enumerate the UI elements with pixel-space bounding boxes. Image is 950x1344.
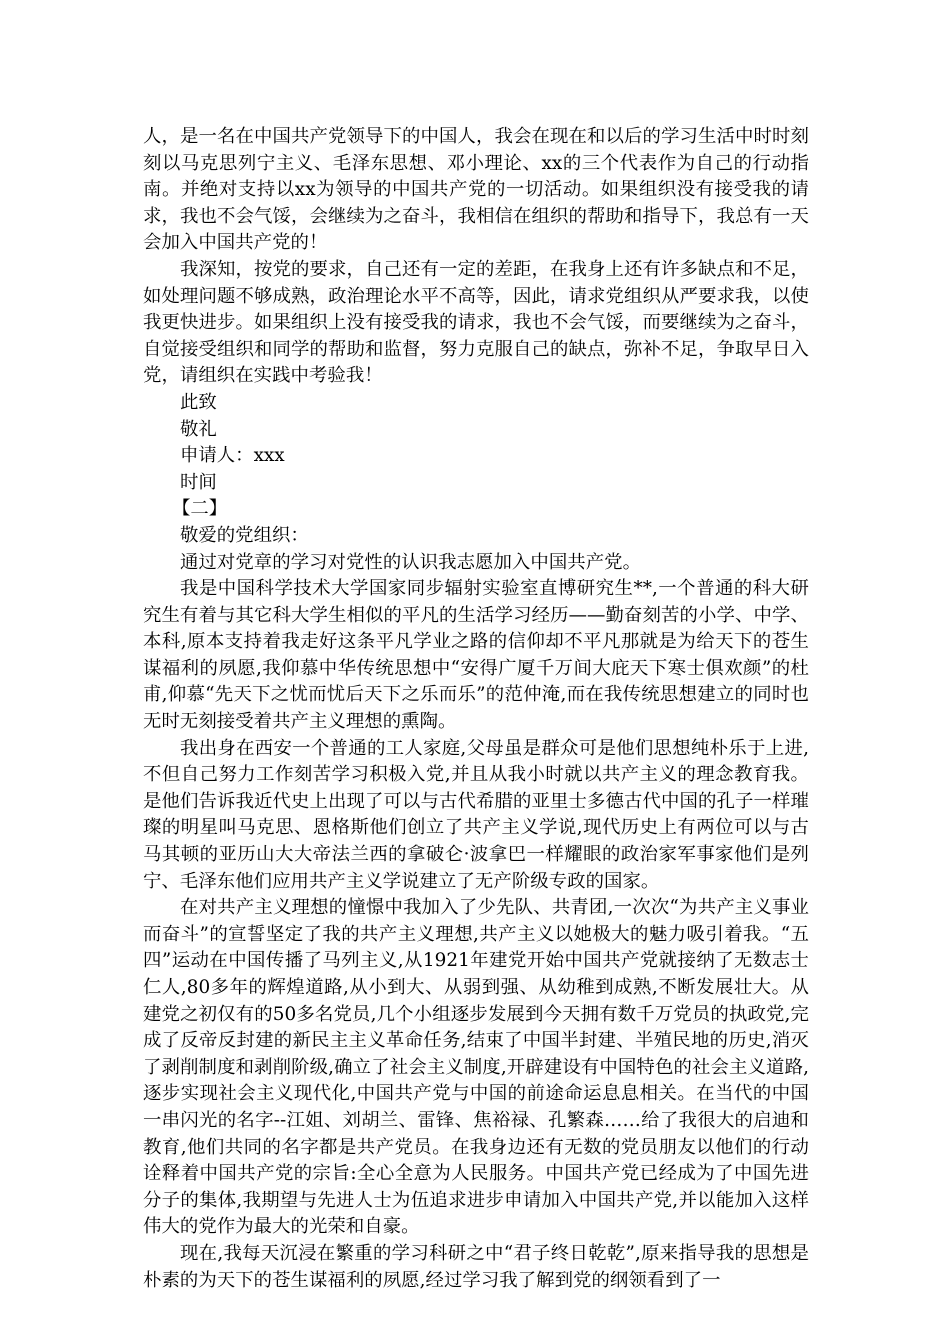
closing-salutation: 此致 bbox=[180, 391, 217, 413]
applicant-signature: 申请人：xxx bbox=[180, 445, 285, 467]
paragraph-self-reflection: 我深知，按党的要求，自己还有一定的差距，在我身上还有许多缺点和不足，如处理问题不够成熟，政治理论水平不高等，因此，请求党组织从严要求我，以使我更快进步。如果组织上没有接受我的请求，我也不会气馁，而要继续为之奋斗，自觉接受组织和同学的帮助和监督，努力克服自己的缺点，弥补不足，争取早日入党，请组织在实践中考验我！ bbox=[143, 258, 809, 387]
document-page bbox=[143, 124, 809, 1294]
paragraph-background: 我是中国科学技术大学国家同步辐射实验室直博研究生**,一个普通的科大研究生有着与其它科大学生相似的平凡的生活学习经历——勤奋刻苦的小学、中学、本科,原本支持着我走好这条平凡学业之路的信仰却不平凡那就是为给天下的苍生谋福利的夙愿,我仰慕中华传统思想中“安得广厦千万间大庇天下寒士俱欢颜”的杜甫,仰慕“先天下之忧而忧后天下之乐而乐”的范仲淹,而在我传统思想建立的同时也无时无刻接受着共产主义理想的熏陶。 bbox=[143, 578, 809, 733]
paragraph-commitment: 人，是一名在中国共产党领导下的中国人，我会在现在和以后的学习生活中时时刻刻以马克思列宁主义、毛泽东思想、邓小理论、xx的三个代表作为自己的行动指南。并绝对支持以xx为领导的中国共产党的一切活动。如果组织没有接受我的请求，我也不会气馁，会继续为之奋斗，我相信在组织的帮助和指导下，我总有一天会加入中国共产党的！ bbox=[143, 126, 809, 254]
closing-regards: 敬礼 bbox=[180, 418, 217, 440]
section-heading: 【二】 bbox=[172, 498, 228, 520]
paragraph-ideals: 在对共产主义理想的憧憬中我加入了少先队、共青团,一次次“为共产主义事业而奋斗”的宣誓坚定了我的共产主义理想,共产主义以她极大的魅力吸引着我。“五四”运动在中国传播了马列主义,从1921年建党开始中国共产党就接纳了无数志士仁人,80多年的辉煌道路,从小到大、从弱到强、从幼稚到成熟,不断发展壮大。从建党之初仅有的50多名党员,几个小组逐步发展到今天拥有数千万党员的执政党,完成了反帝反封建的新民主主义革命任务,结束了中国半封建、半殖民地的历史,消灭了剥削制度和剥削阶级,确立了社会主义制度,开辟建设有中国特色的社会主义道路,逐步实现社会主义现代化,中国共产党与中国的前途命运息息相关。在当代的中国一串闪光的名字--江姐、刘胡兰、雷锋、焦裕禄、孔繁森……给了我很大的启迪和教育,他们共同的名字都是共产党员。在我身边还有无数的党员朋友以他们的行动诠释着中国共产党的宗旨:全心全意为人民服务。中国共产党已经成为了中国先进分子的集体,我期望与先进人士为伍追求进步申请加入中国共产党,并以能加入这样伟大的党作为最大的光荣和自豪。 bbox=[143, 897, 809, 1238]
paragraph-family: 我出身在西安一个普通的工人家庭,父母虽是群众可是他们思想纯朴乐于上进,不但自己努力工作刻苦学习积极入党,并且从我小时就以共产主义的理念教育我。是他们告诉我近代史上出现了可以与古代希腊的亚里士多德古代中国的孔子一样璀璨的明星叫马克思、恩格斯他们创立了共产主义学说,现代历史上有两位可以与古马其顿的亚历山大大帝法兰西的拿破仑·波拿巴一样耀眼的政治家军事家他们是列宁、毛泽东他们应用共产主义学说建立了无产阶级专政的国家。 bbox=[143, 737, 809, 892]
greeting: 敬爱的党组织： bbox=[180, 524, 309, 546]
date-line: 时间 bbox=[180, 471, 217, 493]
paragraph-current-study: 现在,我每天沉浸在繁重的学习科研之中“君子终日乾乾”,原来指导我的思想是朴素的为天下的苍生谋福利的夙愿,经过学习我了解到党的纲领看到了一 bbox=[143, 1242, 809, 1291]
paragraph-intent: 通过对党章的学习对党性的认识我志愿加入中国共产党。 bbox=[180, 551, 642, 573]
